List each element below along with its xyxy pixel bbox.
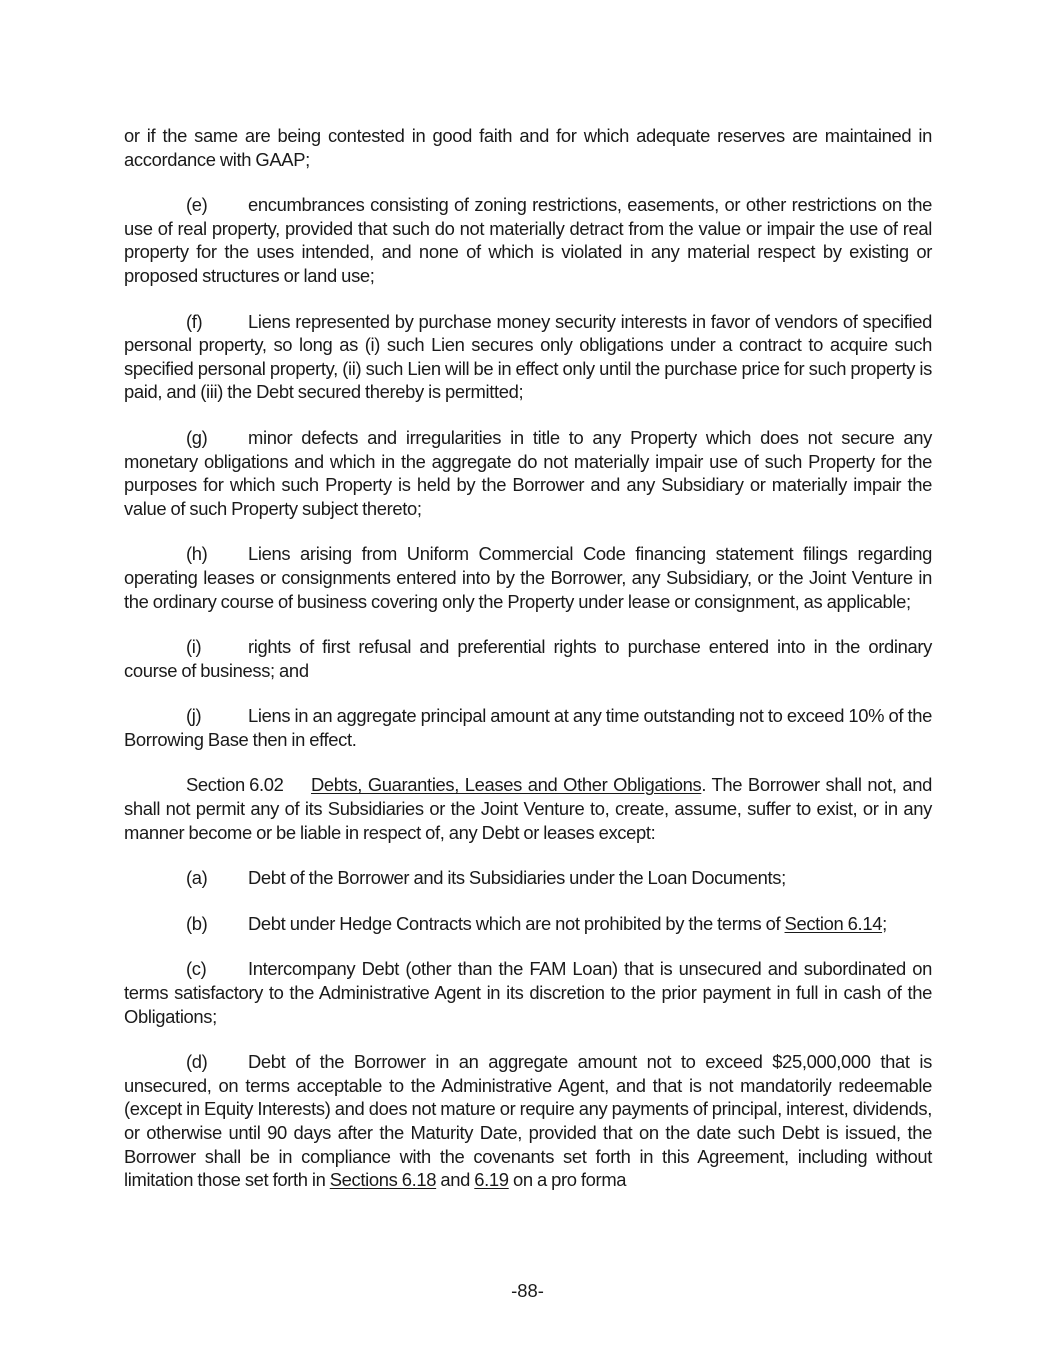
page-number: -88- (511, 1280, 544, 1301)
section-reference-link: Section 6.14 (784, 912, 883, 934)
clause-text-end: on a pro forma (508, 1169, 627, 1191)
clause-text: rights of first refusal and preferential rights to purchase entered into in the ordinary course of business; and (124, 636, 932, 681)
debt-clause-b (124, 912, 932, 936)
clause-text: encumbrances consisting of zoning restrictions, easements, or other restrictions on the use of real property, provided that such do not materially detract from the value or impair the use of real property for the uses intended, and none of which is violated in any material respect by existing or proposed structures or land use; (124, 194, 932, 286)
document-page (124, 124, 932, 1214)
clause-label: (i) (186, 636, 202, 658)
clause-label: (g) (186, 426, 208, 448)
debt-clause-a (124, 866, 932, 890)
section-heading-period: . (701, 774, 707, 796)
clause-text: Liens represented by purchase money security interests in favor of vendors of specified personal property, so long as (i) such Lien secures only obligations under a contract to acquire such specified personal property, (ii) such Lien will be in effect only until the purchase price for such property is paid, and (iii) the Debt secured thereby is permitted; (124, 310, 932, 403)
clause-g (124, 426, 932, 520)
clause-f (124, 310, 932, 404)
clause-text: Liens arising from Uniform Commercial Code financing statement filings regarding operating leases or consignments entered into by the Borrower, any Subsidiary, or the Joint Venture in the ordinary course of business covering only the Property under lease or consignment, as applicable; (124, 543, 932, 612)
section-6-02 (124, 773, 932, 844)
clause-j (124, 704, 932, 751)
clause-h (124, 542, 932, 613)
clause-text: Debt of the Borrower in an aggregate amount not to exceed $25,000,000 that is unsecured, on terms acceptable to the Administrative Agent, and that is not mandatorily redeemable (except in Equity Interests) and does not mature or require any payments of principal, interest, dividends, or otherwise until 90 days after the Maturity Date, provided that on the date such Debt is issued, the Borrower shall be in compliance with the covenants set forth in this Agreement, including without limitation those set forth in (124, 1051, 932, 1191)
clause-label: (j) (186, 705, 202, 727)
section-number: Section 6.02 (186, 774, 284, 796)
clause-text: minor defects and irregularities in title to any Property which does not secure any monetary obligations and which in the aggregate do not materially impair use of such Property for the purposes for which such Property is held by the Borrower and any Subsidiary or materially impair the value of such Property subject thereto; (124, 426, 932, 519)
clause-label: (d) (186, 1051, 208, 1073)
clause-label: (c) (186, 958, 207, 980)
debt-clause-c (124, 957, 932, 1028)
clause-text-mid: and (436, 1169, 475, 1191)
clause-e (124, 193, 932, 287)
clause-label: (a) (186, 867, 208, 889)
section-reference-link: 6.19 (474, 1169, 509, 1191)
clause-text-end: ; (882, 912, 887, 934)
clause-text: Intercompany Debt (other than the FAM Loan) that is unsecured and subordinated on terms satisfactory to the Administrative Agent in its discretion to the prior payment in full in cash of the Obligations; (124, 958, 932, 1027)
clause-label: (h) (186, 543, 208, 565)
section-heading: Debts, Guaranties, Leases and Other Obligations (311, 774, 702, 796)
clause-text: Debt under Hedge Contracts which are not prohibited by the terms of (248, 912, 785, 934)
clause-text: Liens in an aggregate principal amount at any time outstanding not to exceed 10% of the Borrowing Base then in effect. (124, 705, 932, 750)
clause-label: (e) (186, 194, 208, 216)
clause-label: (b) (186, 912, 208, 934)
clause-i (124, 635, 932, 682)
clause-text: Debt of the Borrower and its Subsidiaries under the Loan Documents; (248, 867, 786, 889)
debt-clause-d (124, 1050, 932, 1192)
section-text: The Borrower shall not, and shall not permit any of its Subsidiaries or the Joint Venture to, create, assume, suffer to exist, or in any manner become or be liable in respect of, any Debt or leases except: (124, 774, 932, 843)
clause-label: (f) (186, 310, 203, 332)
continuation-paragraph: or if the same are being contested in good faith and for which adequate reserves are maintained in accordance with GAAP; (124, 125, 932, 170)
section-reference-link: Sections 6.18 (329, 1169, 437, 1191)
